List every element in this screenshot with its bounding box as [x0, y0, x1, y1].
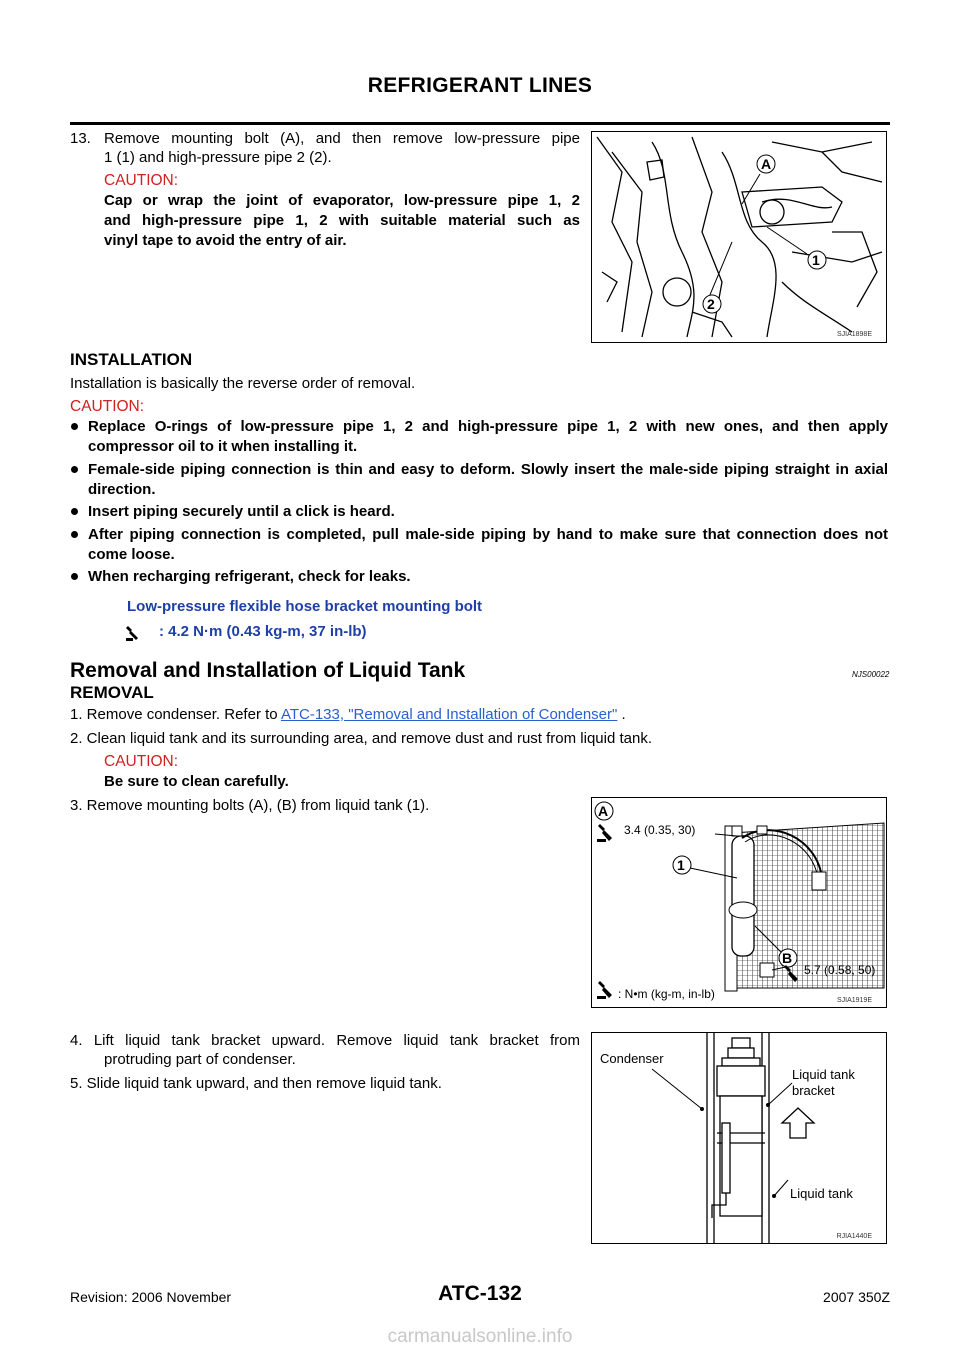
removal-step-4-line1: 4. Lift liquid tank bracket upward. Remove liquid tank bracket from — [70, 1032, 580, 1049]
torque-label-a: 3.4 (0.35, 30) — [624, 823, 696, 837]
step-13-line1: Remove mounting bolt (A), and then remove low-pressure pipe — [104, 130, 580, 147]
figure-id: RJIA1440E — [836, 1233, 872, 1240]
step-13-line2: 1 (1) and high-pressure pipe 2 (2). — [104, 149, 332, 166]
installation-intro: Installation is basically the reverse order of removal. — [70, 375, 416, 392]
condenser-reference-link[interactable]: ATC-133, "Removal and Installation of Condenser" — [280, 706, 618, 723]
installation-heading: INSTALLATION — [70, 350, 193, 369]
figure-id: SJIA1919E — [836, 997, 872, 1004]
revision-date: Revision: 2006 November — [70, 1289, 232, 1305]
torque-spec-title: Low-pressure flexible hose bracket mounting bolt — [127, 598, 483, 615]
figure-id: SJIA1898E — [836, 331, 872, 338]
callout-a: A — [598, 803, 609, 819]
watermark: carmanualsonline.info — [387, 1326, 573, 1347]
callout-1: 1 — [812, 252, 820, 268]
torque-label-b: 5.7 (0.58, 50) — [804, 963, 876, 977]
callout-b: B — [782, 950, 793, 966]
step-13-number: 13. — [70, 130, 91, 147]
step-13-caution-line3: vinyl tape to avoid the entry of air. — [104, 232, 347, 249]
header-rule — [70, 122, 890, 125]
callout-a: A — [761, 156, 772, 172]
removal-heading: REMOVAL — [70, 683, 154, 702]
removal-step-1: 1. Remove condenser. Refer to ATC-133, "Removal and Installation of Condenser" . — [70, 706, 626, 723]
figure-liquid-tank-bolts — [591, 797, 887, 1008]
step-13-caution-label: CAUTION: — [104, 172, 179, 189]
unit-legend: : N•m (kg-m, in-lb) — [618, 987, 715, 1001]
label-condenser: Condenser — [600, 1051, 664, 1066]
evaporator-pipes-illustration — [592, 132, 886, 342]
vehicle-model: 2007 350Z — [823, 1289, 890, 1305]
label-bracket-line1: Liquid tank — [792, 1067, 855, 1082]
removal-step-3: 3. Remove mounting bolts (A), (B) from liquid tank (1). — [70, 797, 430, 814]
removal-step-2-caution-label: CAUTION: — [104, 753, 179, 770]
page-number: ATC-132 — [438, 1282, 522, 1305]
removal-step-2: 2. Clean liquid tank and its surrounding area, and remove dust and rust from liquid tank. — [70, 730, 652, 747]
label-liquid-tank: Liquid tank — [790, 1186, 853, 1201]
figure-evaporator-pipes — [591, 131, 887, 343]
removal-step-5: 5. Slide liquid tank upward, and then remove liquid tank. — [70, 1075, 442, 1092]
installation-caution-label: CAUTION: — [70, 398, 145, 415]
caution-bullet: When recharging refrigerant, check for leaks. — [88, 567, 888, 587]
caution-bullet: Replace O-rings of low-pressure pipe 1, 2 and high-pressure pipe 1, 2 with new ones, and then apply compressor oil to it when installing it. — [88, 417, 888, 457]
page-title: REFRIGERANT LINES — [367, 74, 593, 97]
figure-liquid-tank-bracket — [591, 1032, 887, 1244]
step-13-caution-line2: and high-pressure pipe 1, 2 with suitable material such as — [104, 212, 580, 229]
liquid-tank-bolts-illustration — [592, 798, 886, 1007]
step-13-caution-line1: Cap or wrap the joint of evaporator, low-pressure pipe 1, 2 — [104, 192, 580, 209]
callout-2: 2 — [707, 296, 715, 312]
section-heading: Removal and Installation of Liquid Tank — [70, 659, 466, 682]
caution-bullet: After piping connection is completed, pull male-side piping by hand to make sure that connection does not come loose. — [88, 525, 888, 565]
caution-bullet: Insert piping securely until a click is heard. — [88, 502, 888, 522]
removal-step-4-line2: protruding part of condenser. — [104, 1051, 296, 1068]
torque-wrench-icon — [125, 624, 141, 642]
caution-bullet: Female-side piping connection is thin and easy to deform. Slowly insert the male-side piping straight in axial direction. — [88, 460, 888, 500]
liquid-tank-bracket-illustration — [592, 1033, 886, 1243]
torque-spec-value: : 4.2 N·m (0.43 kg-m, 37 in-lb) — [159, 623, 367, 640]
section-code: NJS00022 — [852, 670, 890, 679]
removal-step-2-caution-text: Be sure to clean carefully. — [104, 773, 289, 790]
label-bracket-line2: bracket — [792, 1083, 835, 1098]
callout-1: 1 — [677, 857, 685, 873]
